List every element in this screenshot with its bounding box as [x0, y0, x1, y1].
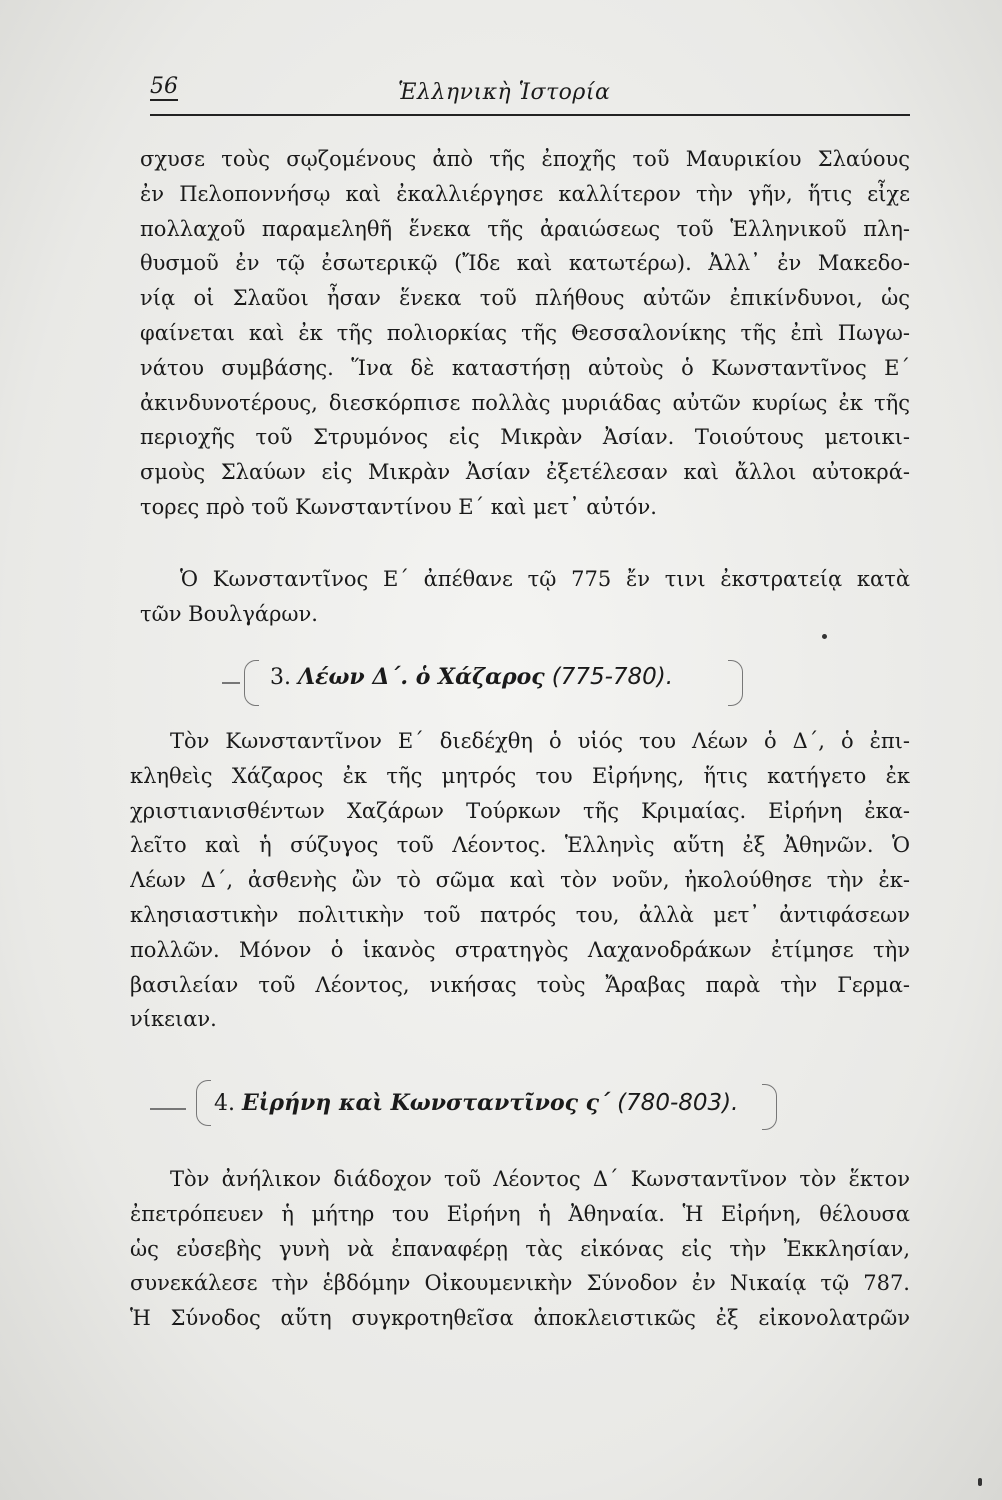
text-line: Ἡ Σύνοδος αὕτη συγκροτηθεῖσα ἀποκλειστικῶς ἐξ εἰκονολατρῶν [130, 1306, 910, 1331]
text-line: σχυσε τοὺς σῳζομένους ἀπὸ τῆς ἐποχῆς τοῦ Μαυρικίου Σλαύους [140, 147, 910, 171]
text-line: ὡς εὐσεβὴς γυνὴ νὰ ἐπαναφέρῃ τὰς εἰκόνας εἰς τὴν Ἐκκλησίαν, [130, 1236, 910, 1261]
heading-bracket-left [196, 1080, 211, 1126]
stray-mark [978, 1478, 982, 1486]
section-4-heading [214, 1090, 738, 1116]
text-line: τορες πρὸ τοῦ Κωνσταντίνου Ε΄ καὶ μετ᾽ αὐτόν. [140, 494, 657, 519]
text-line: Ὁ Κωνσταντῖνος Ε΄ ἀπέθανε τῷ 775 ἔν τινι ἐκστρατείᾳ κατὰ [180, 567, 910, 591]
section-3-title: Λέων Δ΄. ὁ Χάζαρος [298, 664, 545, 690]
section-4-years: (780-803). [617, 1090, 739, 1116]
text-line: τῶν Βουλγάρων. [140, 601, 318, 626]
text-line: σμοὺς Σλαύων εἰς Μικρὰν Ἀσίαν ἐξετέλεσαν καὶ ἄλλοι αὐτοκρά- [140, 460, 910, 485]
section-3-number: 3. [270, 665, 291, 690]
text-line: νίᾳ οἱ Σλαῦοι ἦσαν ἕνεκα τοῦ πλήθους αὐτῶν ἐπικίνδυνοι, ὡς [140, 286, 910, 311]
section-4-number: 4. [214, 1091, 235, 1116]
text-line: κλησιαστικὴν πολιτικὴν τοῦ πατρός του, ἀλλὰ μετ᾽ ἀντιφάσεων [130, 902, 910, 927]
heading-bracket-right [728, 660, 743, 706]
heading-dash [150, 1108, 186, 1110]
paragraph-3 [130, 724, 910, 1037]
page-number: 56 [150, 74, 178, 99]
text-line: νίκειαν. [130, 1007, 217, 1032]
text-line: ἀκινδυνοτέρους, διεσκόρπισε πολλὰς μυριάδας αὐτῶν κυρίως ἐκ τῆς [140, 390, 910, 415]
text-line: συνεκάλεσε τὴν ἑβδόμην Οἰκουμενικὴν Σύνοδον ἐν Νικαίᾳ τῷ 787. [130, 1271, 910, 1296]
text-line: λεῖτο καὶ ἡ σύζυγος τοῦ Λέοντος. Ἑλληνὶς αὕτη ἐξ Ἀθηνῶν. Ὁ [130, 833, 910, 858]
text-line: περιοχῆς τοῦ Στρυμόνος εἰς Μικρὰν Ἀσίαν. Τοιούτους μετοικι- [140, 425, 910, 450]
text-line: φαίνεται καὶ ἐκ τῆς πολιορκίας τῆς Θεσσαλονίκης τῆς ἐπὶ Πωγω- [140, 320, 910, 345]
section-3-heading [270, 664, 673, 690]
running-title: Ἑλληνικὴ Ἱστορία [398, 80, 611, 105]
text-line: ἐπετρόπευεν ἡ μήτηρ του Εἰρήνη ἡ Ἀθηναία. Ἡ Εἰρήνη, θέλουσα [130, 1201, 910, 1226]
text-line: ἐν Πελοποννήσῳ καὶ ἐκαλλιέργησε καλλίτερον τὴν γῆν, ἥτις εἶχε [140, 181, 910, 206]
text-line: πολλῶν. Μόνον ὁ ἱκανὸς στρατηγὸς Λαχανοδράκων ἐτίμησε τὴν [130, 937, 910, 962]
heading-bracket-left [244, 660, 259, 706]
heading-bracket-right [762, 1084, 777, 1130]
page-header [150, 74, 910, 116]
section-3-years: (775-780). [551, 664, 674, 690]
section-4-title: Εἰρήνη καὶ Κωνσταντῖνος ς΄ [242, 1090, 611, 1116]
text-line: θυσμοῦ ἐν τῷ ἐσωτερικῷ (Ἴδε καὶ κατωτέρω). Ἀλλ᾽ ἐν Μακεδο- [140, 251, 910, 276]
text-line: Τὸν Κωνσταντῖνον Ε΄ διεδέχθη ὁ υἱός του Λέων ὁ Δ΄, ὁ ἐπι- [170, 729, 910, 753]
text-line: βασιλείαν τοῦ Λέοντος, νικήσας τοὺς Ἄραβας παρὰ τὴν Γερμα- [130, 972, 910, 997]
heading-dash [222, 682, 240, 684]
text-line: κληθεὶς Χάζαρος ἐκ τῆς μητρός του Εἰρήνης, ἥτις κατήγετο ἐκ [130, 763, 910, 788]
text-line: χριστιανισθέντων Χαζάρων Τούρκων τῆς Κριμαίας. Εἰρήνη ἐκα- [130, 798, 910, 823]
text-line: Λέων Δ΄, ἀσθενὴς ὢν τὸ σῶμα καὶ τὸν νοῦν, ἠκολούθησε τὴν ἐκ- [130, 868, 910, 893]
text-line: Τὸν ἀνήλικον διάδοχον τοῦ Λέοντος Δ΄ Κωνσταντῖνον τὸν ἕκτον [170, 1167, 910, 1191]
paragraph-2 [140, 562, 910, 632]
paragraph-1 [140, 142, 910, 525]
stray-mark [822, 634, 827, 639]
text-line: νάτου συμβάσης. Ἵνα δὲ καταστήσῃ αὐτοὺς ὁ Κωνσταντῖνος Ε΄ [140, 355, 910, 380]
paragraph-4 [130, 1162, 910, 1336]
text-line: πολλαχοῦ παραμεληθῆ ἕνεκα τῆς ἀραιώσεως τοῦ Ἑλληνικοῦ πλη- [140, 216, 910, 241]
